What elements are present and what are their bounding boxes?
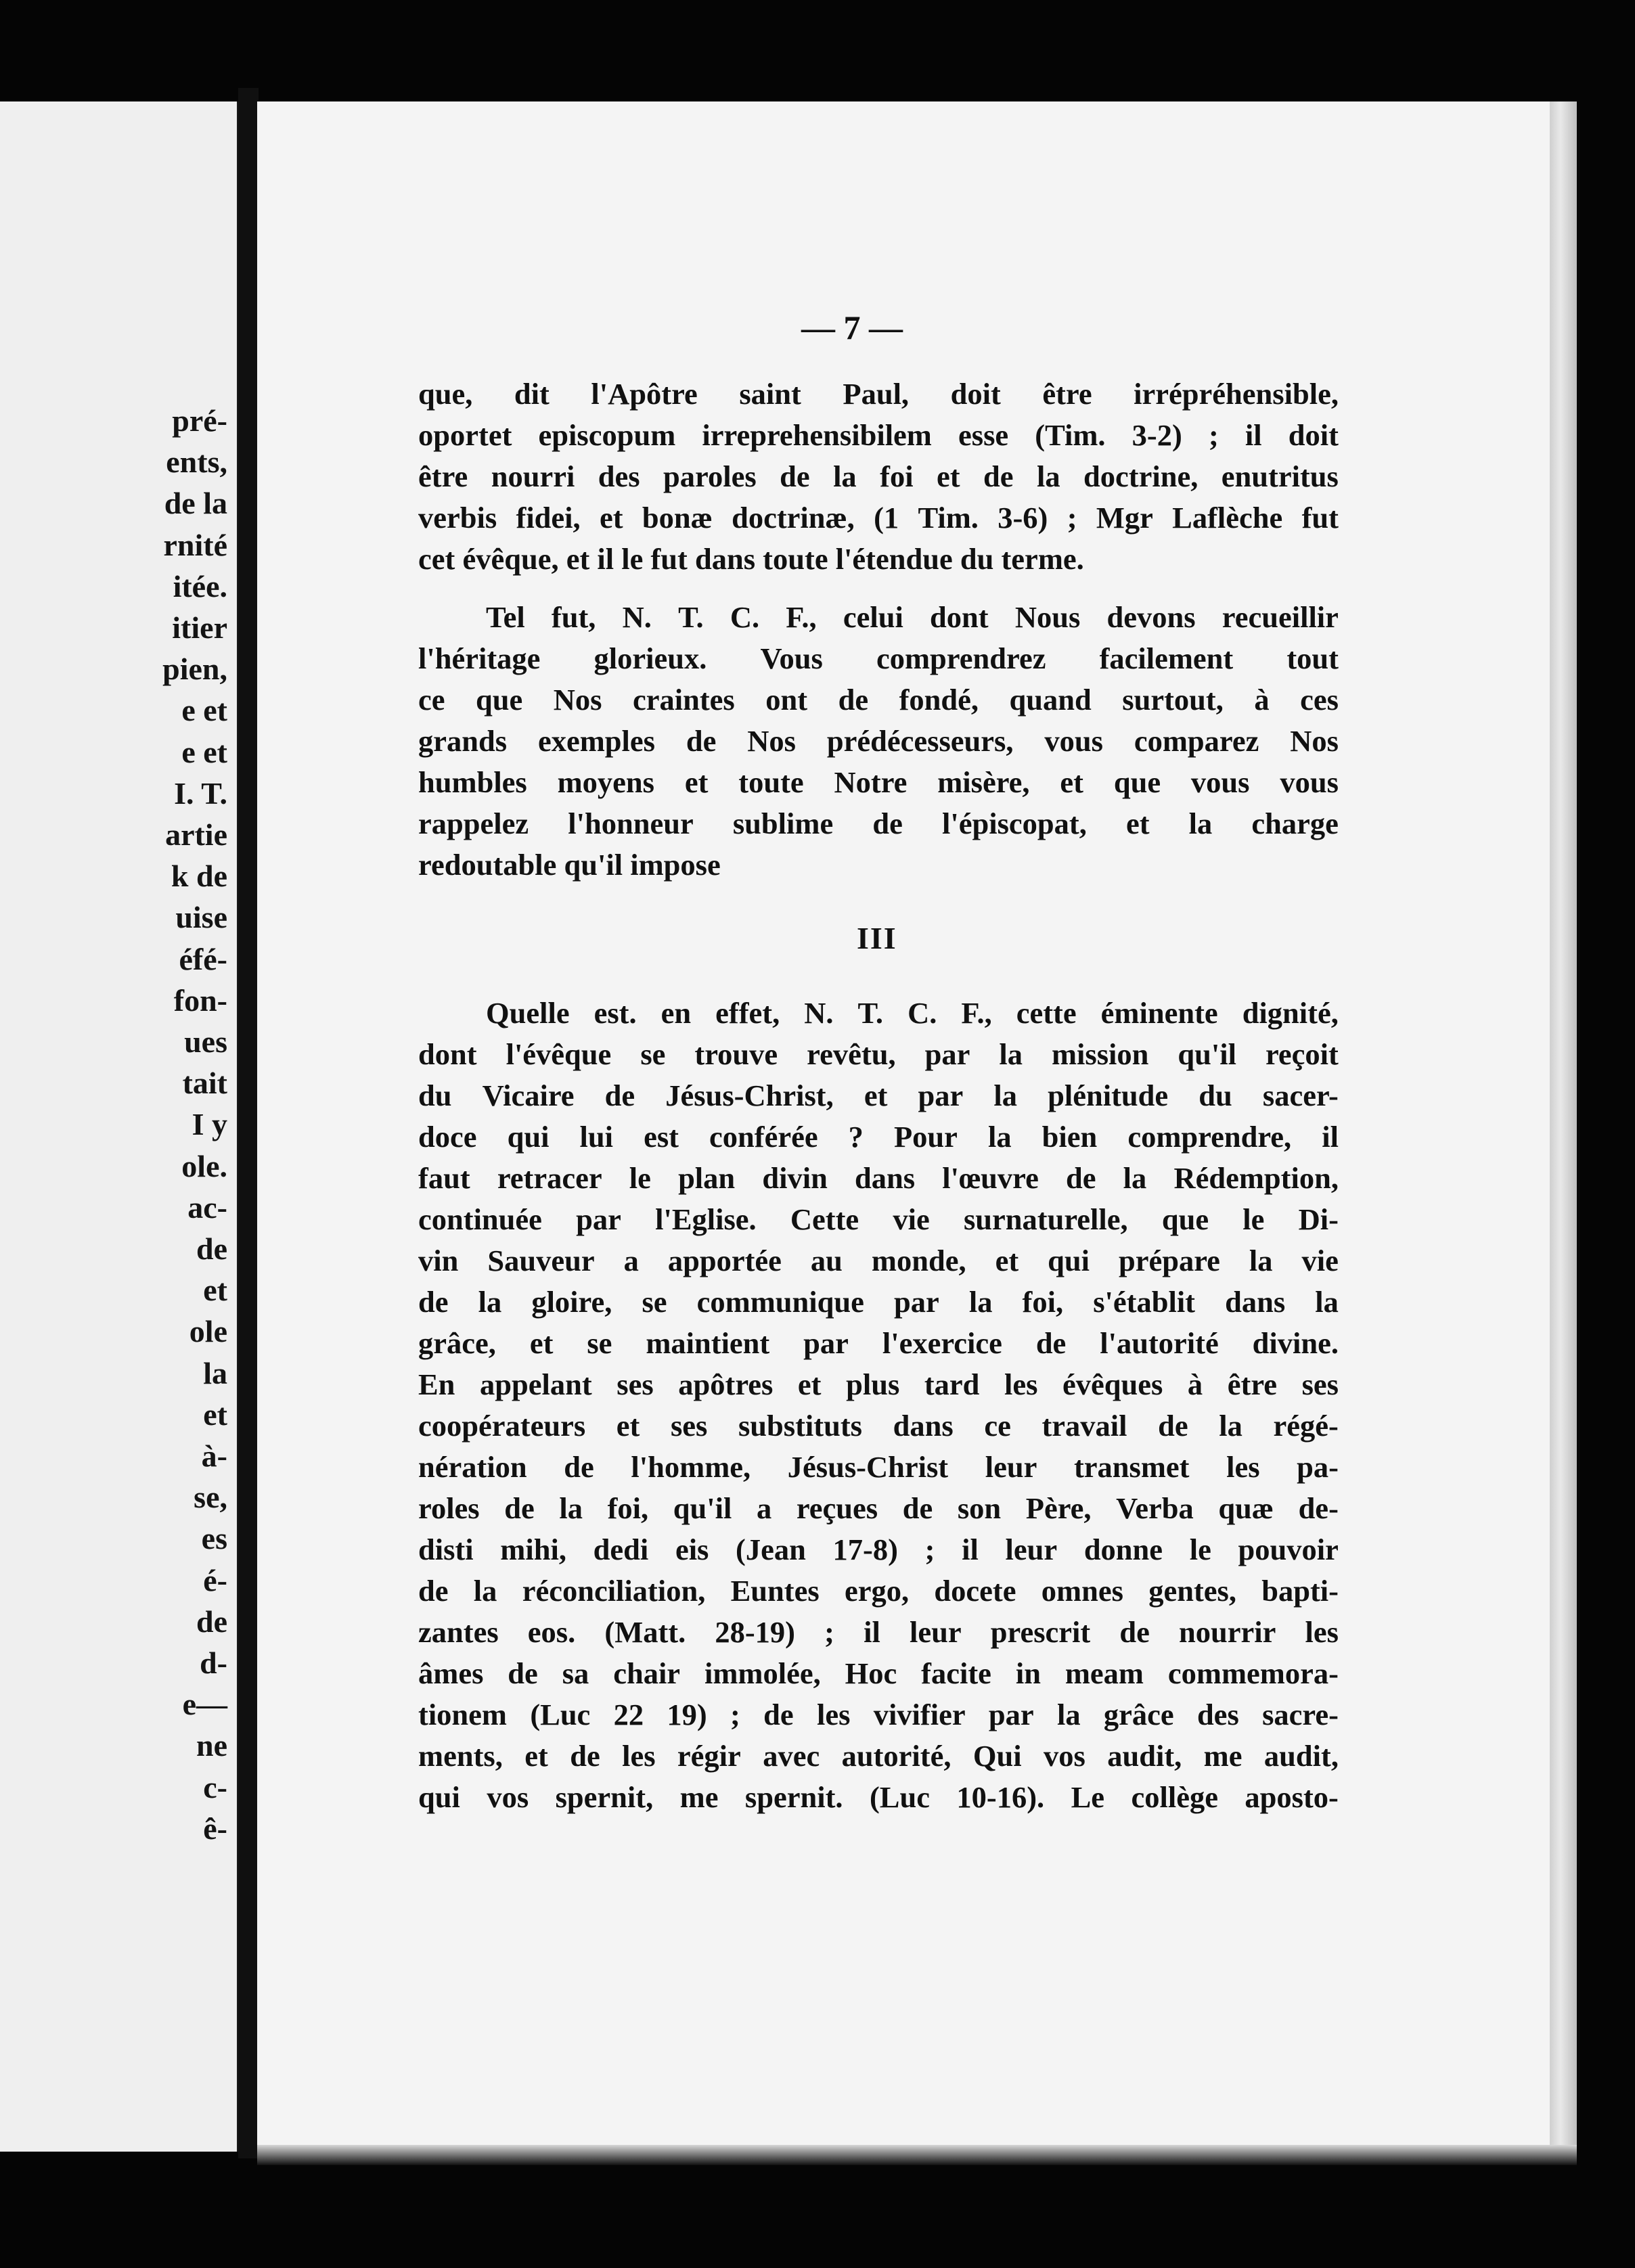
text-line: dont l'évêque se trouve revêtu, par la mission qu'il reçoit — [418, 1037, 1339, 1072]
text-line: ce que Nos craintes ont de fondé, quand surtout, à ces — [418, 683, 1339, 717]
left-page-text-fragment: de la — [164, 486, 227, 521]
text-line: verbis fidei, et bonæ doctrinæ, (1 Tim. 3-6) ; Mgr Laflèche fut — [418, 501, 1339, 535]
page-edge — [1550, 101, 1577, 2145]
text-line: ments, et de les régir avec autorité, Qui vos audit, me audit, — [418, 1739, 1339, 1773]
text-line: humbles moyens et toute Notre misère, et que vous vous — [418, 765, 1339, 800]
text-line: cet évêque, et il le fut dans toute l'étendue du terme. — [418, 542, 1084, 576]
left-page-text-fragment: pien, — [162, 652, 227, 687]
text-line: que, dit l'Apôtre saint Paul, doit être irrépréhensible, — [418, 377, 1339, 411]
left-page-text-fragment: et — [203, 1273, 227, 1308]
section-heading: III — [857, 921, 897, 955]
left-page-text-fragment: ne — [196, 1728, 227, 1763]
left-page-text-fragment: ues — [184, 1024, 227, 1059]
text-line: qui vos spernit, me spernit. (Luc 10-16). Le collège aposto- — [418, 1780, 1339, 1815]
text-line: doce qui lui est conférée ? Pour la bien comprendre, il — [418, 1120, 1339, 1154]
left-page-text-fragment: à- — [201, 1438, 227, 1473]
left-page-text-fragment: ents, — [166, 445, 227, 480]
text-line: grâce, et se maintient par l'exercice de l'autorité divine. — [418, 1326, 1339, 1361]
left-page-text-fragment: e— — [182, 1687, 227, 1722]
page-number: — 7 — — [801, 309, 903, 346]
text-line: tionem (Luc 22 19) ; de les vivifier par la grâce des sacre- — [418, 1698, 1339, 1732]
text-line: grands exemples de Nos prédécesseurs, vous comparez Nos — [418, 724, 1339, 758]
left-page-text-fragment: e et — [181, 693, 227, 728]
left-page-text-fragment: artie — [165, 817, 227, 852]
page-bottom-edge — [257, 2145, 1577, 2165]
text-line: Tel fut, N. T. C. F., celui dont Nous devons recueillir — [486, 600, 1339, 635]
text-line: nération de l'homme, Jésus-Christ leur transmet les pa- — [418, 1450, 1339, 1484]
text-line: l'héritage glorieux. Vous comprendrez facilement tout — [418, 641, 1339, 676]
left-page-text-fragment: I. T. — [174, 775, 227, 811]
text-line: zantes eos. (Matt. 28-19) ; il leur prescrit de nourrir les — [418, 1615, 1339, 1650]
left-page-text-fragment: se, — [194, 1480, 227, 1515]
text-line: roles de la foi, qu'il a reçues de son Père, Verba quæ de- — [418, 1491, 1339, 1526]
left-page-text-fragment: fon- — [173, 982, 227, 1018]
left-page-text-fragment: la — [203, 1355, 227, 1390]
left-page-text-fragment: é- — [203, 1562, 227, 1597]
left-page-text-fragment: de — [196, 1231, 227, 1266]
left-page-text-fragment: I y — [192, 1107, 227, 1142]
left-page-text-fragment: k de — [171, 859, 227, 894]
left-page-text-fragment: et — [203, 1397, 227, 1432]
left-page-text-fragment: éfé- — [179, 941, 227, 976]
text-line: de la réconciliation, Euntes ergo, docete omnes gentes, bapti- — [418, 1574, 1339, 1608]
text-line: continuée par l'Eglise. Cette vie surnaturelle, que le Di- — [418, 1202, 1339, 1237]
text-line: disti mihi, dedi eis (Jean 17-8) ; il leur donne le pouvoir — [418, 1533, 1339, 1567]
left-page-text-fragment: uise — [175, 900, 227, 935]
text-line: de la gloire, se communique par la foi, s'établit dans la — [418, 1285, 1339, 1319]
text-line: En appelant ses apôtres et plus tard les évêques à être ses — [418, 1367, 1339, 1402]
paragraph-1 — [418, 373, 1339, 580]
left-page-text-fragment: ac- — [187, 1189, 227, 1225]
left-page-text-fragment: ole — [189, 1314, 227, 1349]
text-line: être nourri des paroles de la foi et de la doctrine, enutritus — [418, 459, 1339, 494]
left-page-text-fragment: ole. — [181, 1148, 227, 1183]
left-page-fragment — [0, 101, 239, 2152]
left-page-text-fragment: rnité — [163, 527, 227, 562]
left-page-text-fragment: es — [201, 1521, 227, 1556]
text-line: rappelez l'honneur sublime de l'épiscopat, et la charge — [418, 807, 1339, 841]
left-page-text-fragment: c- — [203, 1769, 227, 1805]
left-page-text-fragment: d- — [200, 1646, 227, 1680]
text-line: Quelle est. en effet, N. T. C. F., cette éminente dignité, — [486, 996, 1339, 1030]
left-page-text-fragment: itée. — [173, 568, 227, 604]
left-page-text-fragment: tait — [182, 1066, 227, 1101]
left-page-text-fragment: de — [196, 1604, 227, 1639]
text-line: vin Sauveur a apportée au monde, et qui prépare la vie — [418, 1244, 1339, 1278]
text-line: du Vicaire de Jésus-Christ, et par la plénitude du sacer- — [418, 1079, 1339, 1113]
paragraph-3 — [418, 993, 1339, 1818]
book-gutter — [238, 88, 259, 2158]
text-line: redoutable qu'il impose — [418, 848, 721, 882]
left-page-text-fragment: itier — [172, 610, 227, 645]
text-line: coopérateurs et ses substituts dans ce travail de la régé- — [418, 1409, 1339, 1443]
text-line: oportet episcopum irreprehensibilem esse (Tim. 3-2) ; il doit — [418, 418, 1339, 453]
left-page-text-fragment: pré- — [172, 403, 227, 438]
left-page-text-fragment: ê- — [203, 1811, 227, 1846]
paragraph-2 — [418, 597, 1339, 886]
text-line: âmes de sa chair immolée, Hoc facite in meam commemora- — [418, 1656, 1339, 1691]
left-page-text-fragment: e et — [181, 734, 227, 769]
text-line: faut retracer le plan divin dans l'œuvre de la Rédemption, — [418, 1161, 1339, 1196]
